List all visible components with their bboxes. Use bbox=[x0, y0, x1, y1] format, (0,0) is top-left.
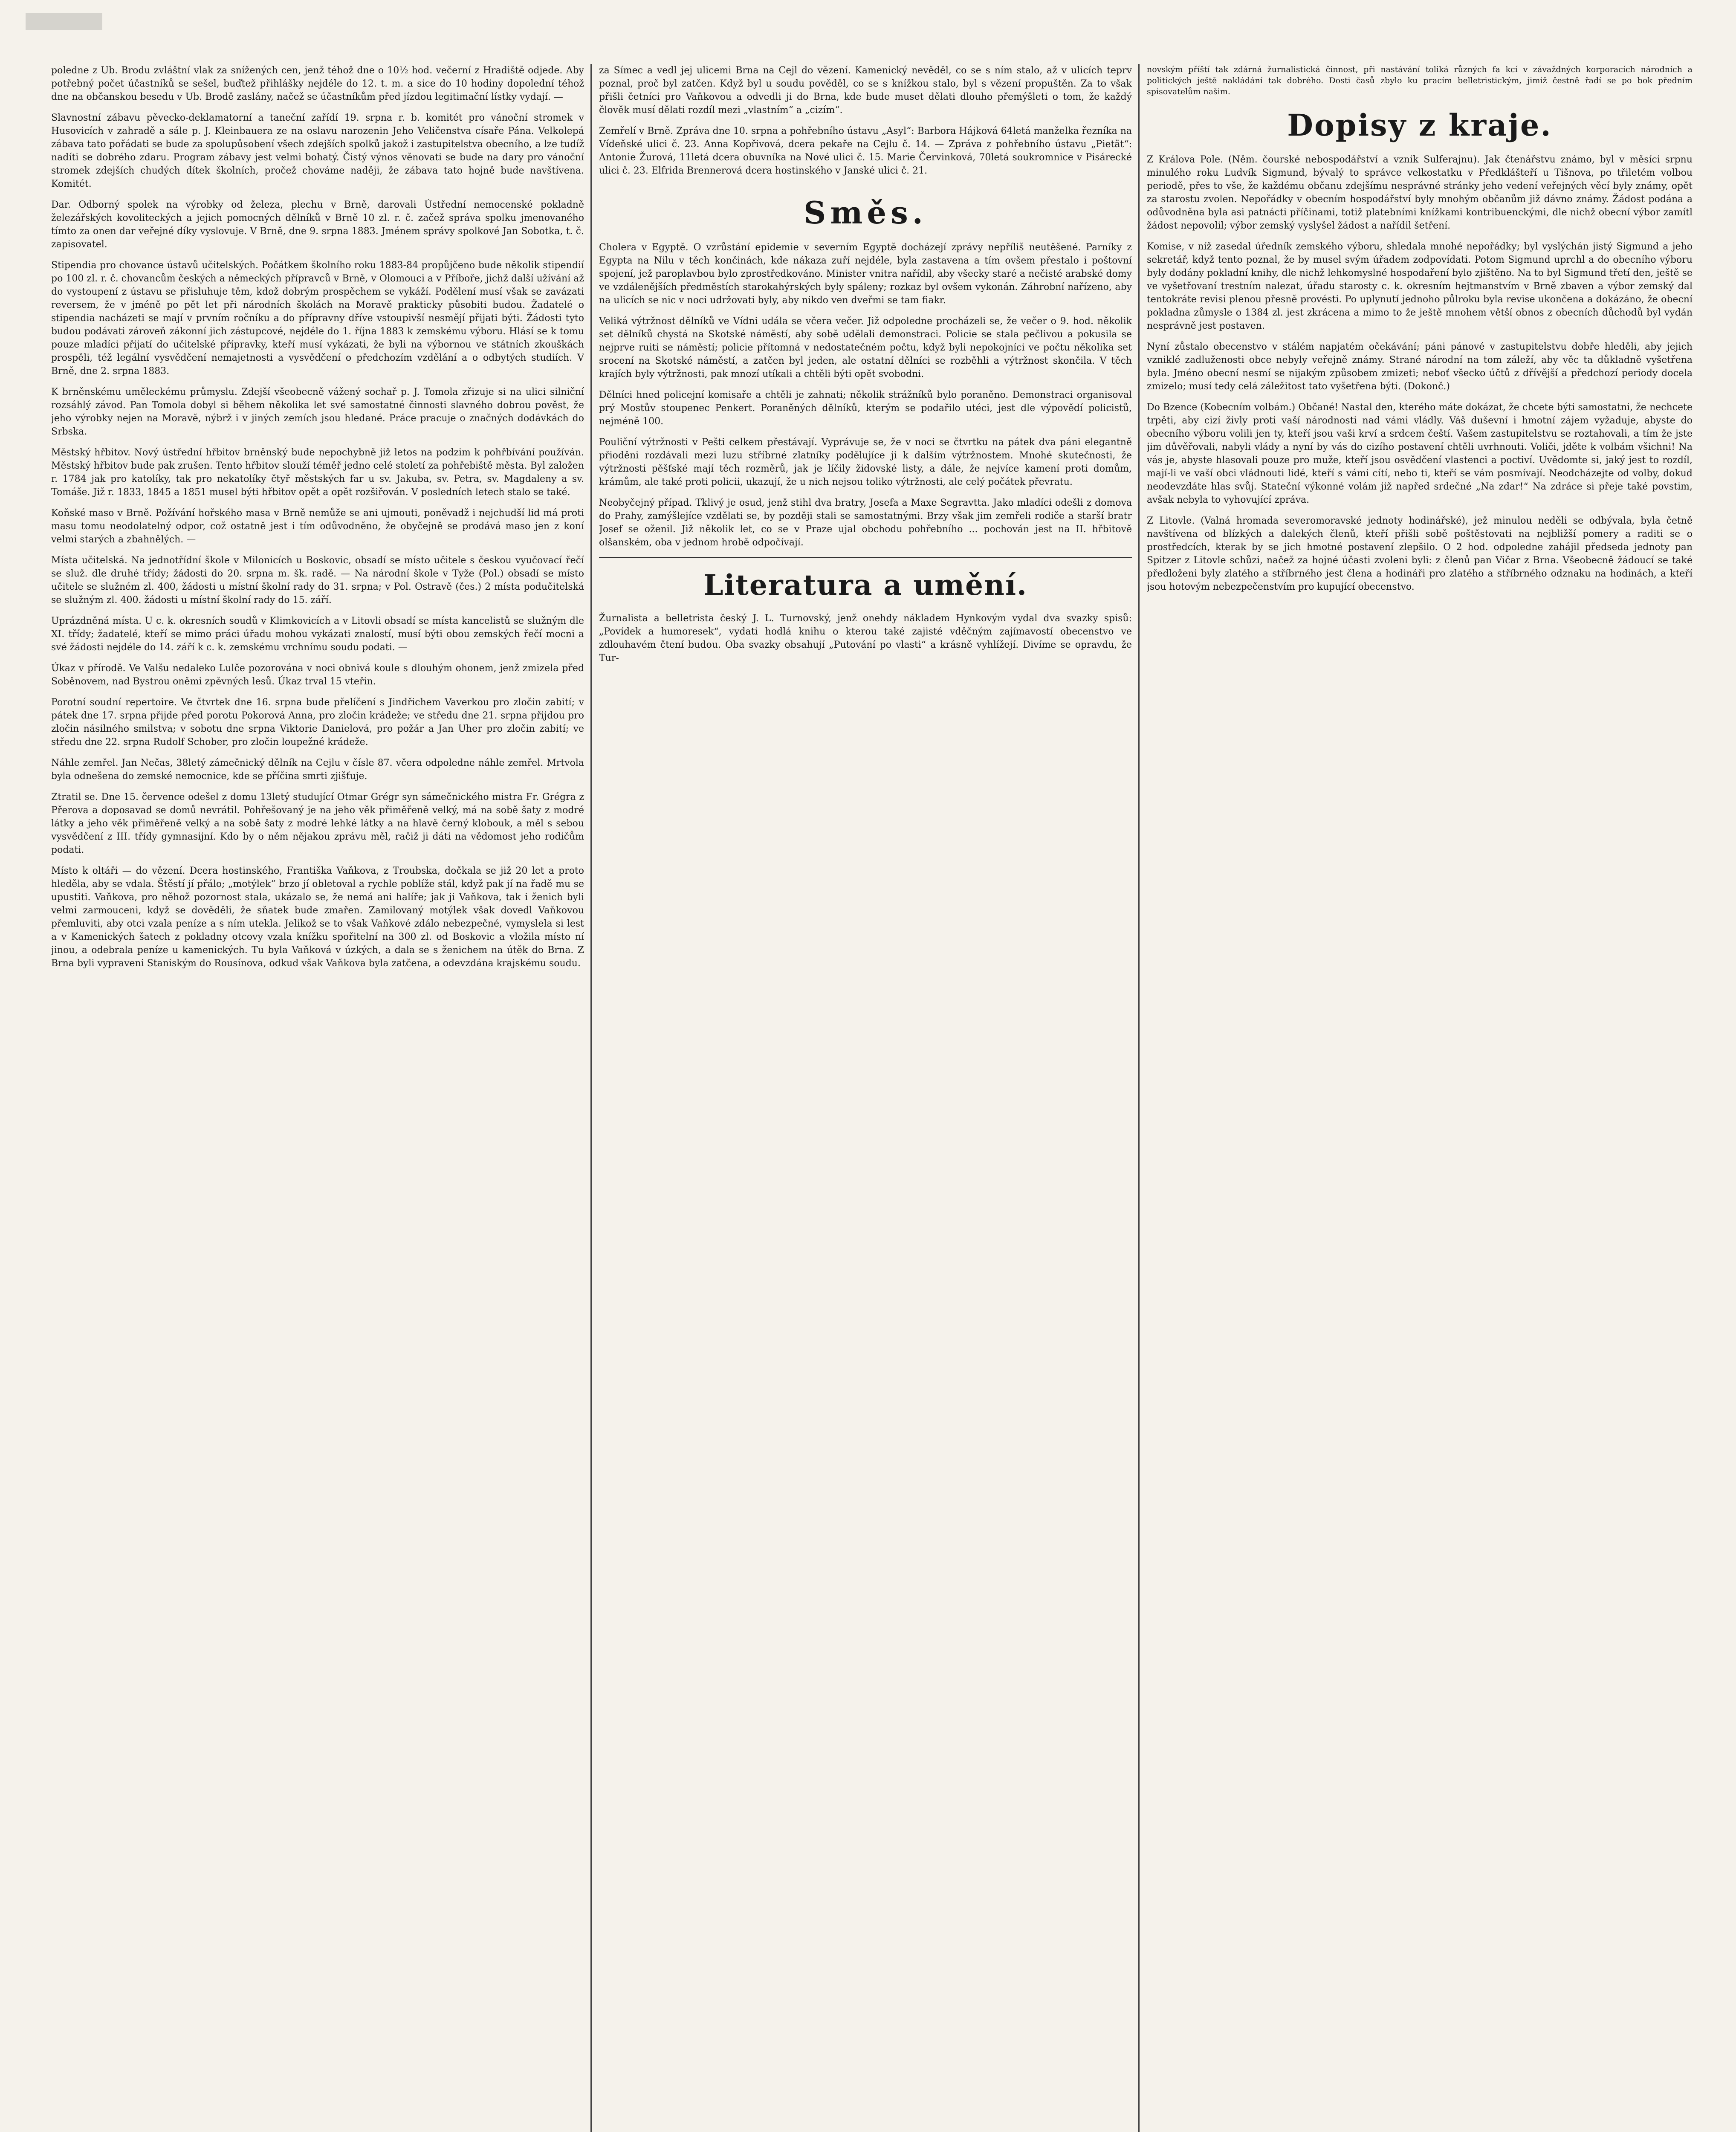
article: Porotní soudní repertoire. Ve čtvrtek dne 16. srpna bude přelíčení s Jindřichem Vaverkou pro zločin zabití; v pátek dne 17. srpna přijde před porotu Pokorová Anna, pro zločin krádeže; ve středu dne 21. srpna přijdou pro zločin násilného smilstva; v sobotu dne srpna Viktorie Danielová, pro požár a Jan Uher pro zločin zabití; ve středu dne 22. srpna Rudolf Schober, pro zločin loupežné krádeže. bbox=[51, 697, 584, 747]
article: novským příští tak zdárná žurnalistická činnost, při nastávání toliká různých fa kcí v závaždných korporacích národních a politických ještě nakládání tak dobrého. Dosti časů zbylo ku pracím belletristickým, jimiž čestně řadí se po bok předním spisovatelům našim. bbox=[1147, 65, 1693, 96]
article: K brněnskému uměleckému průmyslu. Zdejší všeobecně vážený sochař p. J. Tomola zřizuje si na ulici silniční rozsáhlý závod. Pan Tomola dobyl si během několika let své samostatné činnosti slavného dobrou pověst, že jeho výrobky nejen na Moravě, nýbrž i v jiných zemích jsou hledané. Práce pracuje o značných dodávkách do Srbska. bbox=[51, 387, 584, 437]
article: Zemřelí v Brně. Zpráva dne 10. srpna a pohřebního ústavu „Asyl“: Barbora Hájková 64letá manželka řezníka na Vídeňské ulici č. 23. Anna Kopřivová, dcera pekaře na Cejlu č. 14. — Zpráva z pohřebního ústavu „Pietät“: Antonie Žurová, 11letá dcera obuvníka na Nové ulici č. 15. Marie Červinková, 70letá soukromnice v Pisárecké ulici č. 23. Elfrida Brennerová dcera hostinského v Janské ulici č. 21. bbox=[599, 126, 1132, 176]
article: za Símec a vedl jej ulicemi Brna na Cejl do vězení. Kamenický nevěděl, co se s ním stalo, až v ulicích teprv poznal, proč byl zatčen. Když byl u soudu pověděl, co se s knížkou stalo, byl s vězení propuštěn. Za to však přišli četníci pro Vaňkovou a odvedli ji do Brna, kde bude muset dělati dlouho přemýšleti o tom, že každý člověk musí dělati rozdíl mezi „vlastním“ a „cizím“. bbox=[599, 65, 1132, 116]
article: Pouliční výtržnosti v Pešti celkem přestávají. Vyprávuje se, že v noci se čtvrtku na pátek dva páni elegantně přioděni rozdávali mezi luzu stříbrné zlatníky podělujíce ji k dalším výtržnostem. Mnohé skutečnosti, že výtržnosti pěšťské mají těch rozměrů, jak je líčily židovské listy, a dále, že nejvíce kamení proti domům, krámům, ale také proti policii, ukazují, že u nich nejsou toliko výtržnosti, ale celý počátek převratu. bbox=[599, 437, 1132, 487]
article: poledne z Ub. Brodu zvláštní vlak za snížených cen, jenž téhož dne o 10½ hod. večerní z Hradiště odjede. Aby potřebný počet účastníků se sešel, buďtež přihlášky nejdéle do 12. t. m. a sice do 10 hodiny dopolední téhož dne na občanskou besedu v Ub. Brodě zaslány, načež se účastníkům před jízdou legitimační lístky vydají. — bbox=[51, 65, 584, 102]
column-2 bbox=[599, 64, 1132, 2132]
article: Ztratil se. Dne 15. července odešel z domu 13letý studující Otmar Grégr syn sámečnického mistra Fr. Grégra z Přerova a doposavad se domů nevrátil. Pohřešovaný je na jeho věk přiměřeně velký, má na sobě šaty z modré látky a jeho věk přiměřeně velký a na sobě šaty z modré lehké látky a na hlavě černý klobouk, a měl s sebou vysvědčení z III. třídy gymnasijní. Kdo by o něm nějakou zprávu měl, račiž ji dáti na vědomost jeho rodičům podati. bbox=[51, 792, 584, 855]
article: Žurnalista a belletrista český J. L. Turnovský, jenž onehdy nákladem Hynkovým vydal dva svazky spisů: „Povídek a humoresek“, vydati hodlá knihu o kterou také zajisté vděčným zajímavostí obecenstvo ve zdlouhavém čtení budou. Oba svazky obsahují „Putování po vlasti“ a krásně vyhlížejí. Divíme se opravdu, že Tur- bbox=[599, 613, 1132, 663]
article: Městský hřbitov. Nový ústřední hřbitov brněnský bude nepochybně již letos na podzim k pohřbívání používán. Městský hřbitov bude pak zrušen. Tento hřbitov slouží téměř jedno celé století za pohřebiště města. Byl založen r. 1784 jak pro katolíky, tak pro nekatolíky čtyř městských far u sv. Jakuba, sv. Petra, sv. Magdaleny a sv. Tomáše. Již r. 1833, 1845 a 1851 musel býti hřbitov opět a opět rozšiřován. V posledních letech stalo se také. bbox=[51, 447, 584, 498]
column-rule bbox=[590, 64, 592, 2132]
article: Komise, v níž zasedal úředník zemského výboru, shledala mnohé nepořádky; byl vyslýchán jistý Sigmund a jeho sekretář, když tento poznal, že by musel svým úřadem zodpovídati. Potom Sigmund uprchl a do obecního výboru byly dodány pokladní knihy, dle nichž lehkomyslné hospodaření bylo zjištěno. Na to byl Sigmund třetí den, ještě se ve vyšetřovaní trestním nalezat, úřadu starosty c. k. okresním hejtmanstvím v Brně zbaven a výbor zemský dal tentokráte revisi plenou přesně provésti. Po uplynutí jednoho půlroku byla revise ukončena a dokázáno, že obecní pokladna zůmysle o 1384 zl. jest zkrácena a mimo to že ještě mnohem větší obnos z obecních důchodů byl vydán nesprávně jest postaven. bbox=[1147, 241, 1693, 331]
article: Dělníci hned policejní komisaře a chtěli je zahnati; několik strážníků bylo poraněno. Demonstraci organisoval prý Mostův stoupenec Penkert. Poraněných dělníků, kterým se podařilo utéci, jest dle výpovědí policistů, nejméně 100. bbox=[599, 390, 1132, 427]
column-3 bbox=[1147, 64, 1693, 2132]
article: Do Bzence (Kobecním volbám.) Občané! Nastal den, kterého máte dokázat, že chcete býti samostatni, že nechcete trpěti, aby cizí živly proti vaší národnosti nad vámi vládly. Váš duševní i hmotní zájem vyžaduje, abyste do obecního výboru volili jen ty, kteří jsou vaši krví a srdcem čeští. Vašem zastupitelstvu se roztahovali, a tím že jste jim důvěřovali, nabyli vlády a nyní by vás do cizího postavení chtěli uvrhnouti. Voliči, jděte k volbám všichni! Na vás je, abyste hlasovali pouze pro muže, kteří jsou osvědčení vlastenci a poctiví. Uvědomte si, jaký jest to rozdíl, mají-li ve vaší obci vládnouti lidé, kteří s vámi cítí, nebo ti, kteří se vám posmívají. Neodcházejte od volby, dokud neodevzdáte hlas svůj. Stateční výkonné volám již napřed srdečné „Na zdar!“ Na zdráce si přeje také povstim, avšak nebyla to vyhovující zpráva. bbox=[1147, 402, 1693, 505]
torn-edge bbox=[26, 13, 102, 30]
article: Z Litovle. (Valná hromada severomoravské jednoty hodinářské), jež minulou neděli se odbývala, byla četně navštívena od blízkých a dalekých členů, kteří přišli sobě poštěstovati na nejbližší pomery a raditi se o prostředcích, kterak by se jich hmotné postavení zlepšilo. O 2 hod. odpoledne zahájil předseda jednoty pan Spitzer z Litovle schůzi, načež za hojné účasti zvoleni byli: z členů pan Vičar z Brna. Všeobecně žádoucí se také předloženi byly zlatého a stříbrného jest člena a hodináři pro zlatého a stříbrného odznaku na hodinách, a kteří jsou hotovým nebezpečenstvím pro kupující obecenstvo. bbox=[1147, 516, 1693, 592]
section-heading-literatura: Literatura a umění. bbox=[703, 568, 1028, 602]
article: Cholera v Egyptě. O vzrůstání epidemie v severním Egyptě docházejí zprávy nepříliš neutěšené. Parníky z Egypta na Nilu v těch končinách, kde nákaza zuří nejdéle, byla zastavena a tím ovšem přestalo i poštovní spojení, jež paroplavbou bylo zprostředkováno. Minister vnitra nařídil, aby všecky staré a nečisté arabské domy ve vzdálenějších předměstích starokahýrských byly spáleny; rozkaz byl ovšem vykonán. Záhrobní nařízeno, aby na ulicích se nic v noci udržovati byly, aby nikdo ven dveřmi se tam fiakr. bbox=[599, 242, 1132, 306]
column-1 bbox=[51, 64, 584, 2132]
article: Místo k oltáři — do vězení. Dcera hostinského, Františka Vaňkova, z Troubska, dočkala se již 20 let a proto hleděla, aby se vdala. Štěstí jí přálo; „motýlek“ brzo jí obletoval a rychle poblíže stál, když pak jí na řadě mu se upustiti. Vaňkova, pro něhož pozornost stala, ukázalo se, že nemá ani halíře; jak ji Vaňkova, tak i ženich byli velmi zarmouceni, když se dověděli, že sňatek bude zmařen. Zamilovaný motýlek však dovedl Vaňkovou přemluviti, aby otci vzala peníze a s ním utekla. Jelikož se to však Vaňkové zdálo nebezpečné, vymyslela si lest a v Kamenických šatech z pokladny otcovy vzala knížku spořitelní na 300 zl. od Boskovic a vložila místo ní jinou, a odebrala peníze u kamenických. Tu byla Vaňková v úzkých, a dala se s ženichem na útěk do Brna. Z Brna byli vypraveni Staniským do Rousínova, odkud však Vaňkova byla zatčena, a odevzdána krajskému soudu. bbox=[51, 866, 584, 969]
article: Neobyčejný případ. Tklivý je osud, jenž stihl dva bratry, Josefa a Maxe Segravtta. Jako mladíci odešli z domova do Prahy, zamýšlejíce vzdělati se, by později stali se samostatnými. Brzy však jim zemřeli rodiče a starší bratr Josef se oženil. Již několik let, co se v Praze ujal obchodu pohřebního ... pochován jest na II. hřbitově olšanském, oba v jednom hrobě odpočívají. bbox=[599, 498, 1132, 548]
article: Uprázdněná místa. U c. k. okresních soudů v Klimkovicích a v Litovli obsadí se místa kancelistů se služným dle XI. třídy; žadatelé, kteří se mimo práci úřadu mohou vykázati znalostí, musí býti obou zemských řečí mocni a své žádosti nejdéle do 14. září k c. k. zemskému vrchnímu soudu podati. — bbox=[51, 616, 584, 653]
article: Náhle zemřel. Jan Nečas, 38letý zámečnický dělník na Cejlu v čísle 87. včera odpoledne náhle zemřel. Mrtvola byla odnešena do zemské nemocnice, kde se příčina smrti zjišťuje. bbox=[51, 758, 584, 782]
article: Veliká výtržnost dělníků ve Vídni udála se včera večer. Již odpoledne procházeli se, že večer o 9. hod. několik set dělníků chystá na Skotské náměstí, aby sobě udělali demonstraci. Policie se stala pečlivou a pokusila se nejprve ruiti se náměstí; policie přítomná v nedostatečném počtu, když byli nepokojníci ve počtu několika set srocení na Skotské náměstí, a zatčen byl jeden, ale ostatní dělníci se rozběhli a výtržnost skončila. V těch krajích byly výtržnosti, pak mnozí utíkali a chtěli býti opět svobodni. bbox=[599, 316, 1132, 379]
article: Z Králova Pole. (Něm. čourské nebospodářství a vznik Sulferajnu). Jak čtenářstvu známo, byl v měsíci srpnu minulého roku Ludvík Sigmund, bývalý to správce velkostatku v Předklášteří u Tišnova, po třiletém volbou periodě, přes to vše, že každému občanu zdejšímu nesprávné stránky jeho vedení veřejných věcí byly známy, opět za starostu zvolen. Nepořádky v obecním hospodářství byly mnohým občanům již dávno známy. Žádost podána a odůvodněna byla asi patnácti příčinami, totiž platebními knížkami kontribuenckými, dle nichž obecní výbor zamítl žádost nepovolil; výbor zemský vyslyšel žádost a nařídil šetření. bbox=[1147, 154, 1693, 231]
article: Stipendia pro chovance ústavů učitelských. Počátkem školního roku 1883-84 propůjčeno bude několik stipendií po 100 zl. r. č. chovancům českých a německých přípravců v Brně, v Olomouci a v Příboře, jichž další užívání až do vystoupení z ústavu se přisluhuje těm, kdož dobrým prospěchem se vykáží. Podělení musí však se zavázati reversem, že v jméně po pět let při národních školách na Moravě prakticky působiti budou. Žadatelé o stipendia nacházeti se mají v prvním ročníku a do přípravny dříve vstoupivší nesmějí přijati býti. Žádosti tyto budou podávati zároveň zákonní jich zástupcové, nejdéle do 1. října 1883 k zemskému výboru. Hlásí se k tomu pouze mladíci přijatí do učitelské přípravky, kteří musí vykázati, že byli na výbornou ve státních zkouškách prospěli, též legální vysvědčení nemajetnosti a vysvědčení o předchozím vzdělání a o odbytých studiích. V Brně, dne 2. srpna 1883. bbox=[51, 260, 584, 377]
article: Slavnostní zábavu pěvecko-deklamatorní a taneční zařídí 19. srpna r. b. komitét pro vánoční stromek v Husovicích v zahradě a sále p. J. Kleinbauera ze na oslavu narozenin Jeho Veličenstva císaře Pána. Velkolepá zábava tato pořádati se bude za spolupůsobení všech zdejších spolků jakož i zastupitelstva obecního, a lze tudíž nadíti se dobrého zdaru. Program zábavy jest velmi bohatý. Čistý výnos věnovati se bude na dary pro vánoční stromek zdejších chudých dítek školních, pročež chováme naději, že zábava tato hojně bude navštívena. Komitét. bbox=[51, 113, 584, 189]
section-heading-dopisy: Dopisy z kraje. bbox=[1287, 107, 1552, 143]
column-rule bbox=[1138, 64, 1140, 2132]
article: Nyní zůstalo obecenstvo v stálém napjatém očekávání; páni pánové v zastupitelstvu dobře hleděli, aby jejich vzniklé zadluženosti obce nebyly veřejně známy. Strané národní na tom záleží, aby věc ta důkladně vyšetřena byla. Jméno obecní nesmí se nijakým způsobem zmizeti; neboť všecko účtů z dřívější a předchozí periody docela zmizelo; musí tedy celá záležitost tato vyšetřena býti. (Dokonč.) bbox=[1147, 342, 1693, 392]
article: Koňské maso v Brně. Požívání hořského masa v Brně nemůže se ani ujmouti, poněvadž i nejchudší lid má proti masu tomu neodolatelný odpor, což ostatně jest i tím odůvodněno, že obyčejně se prodává maso jen z koní velmi starých a zbahnělých. — bbox=[51, 508, 584, 545]
divider bbox=[599, 557, 1132, 558]
article: Úkaz v přírodě. Ve Valšu nedaleko Lulče pozorována v noci obnivá koule s dlouhým ohonem, jenž zmizela před Soběnovem, nad Bystrou oněmi zpěvných lesů. Úkaz trval 15 vteřin. bbox=[51, 663, 584, 687]
section-heading-smes: Směs. bbox=[804, 194, 927, 231]
article: Místa učitelská. Na jednotřídní škole v Milonicích u Boskovic, obsadí se místo učitele s českou vyučovací řečí se služ. dle druhé třídy; žádosti do 20. srpna m. šk. radě. — Na národní škole v Tyže (Pol.) obsadí se místo učitele se služném zl. 400, žádosti u místní školní rady do 31. srpna; v Pol. Ostravě (čes.) 2 místa podučitelská se služným zl. 400. žádosti u místní školní rady do 15. září. bbox=[51, 555, 584, 605]
article: Dar. Odborný spolek na výrobky od železa, plechu v Brně, darovali Ústřední nemocenské pokladně železářských kovoliteckých a jejich pomocných dělníků v Brně 10 zl. r. č. začež správa spolku jmenovaného tímto za onen dar veřejné díky vyslovuje. V Brně, dne 9. srpna 1883. Jménem správy spolkové Jan Sobotka, t. č. zapisovatel. bbox=[51, 200, 584, 250]
